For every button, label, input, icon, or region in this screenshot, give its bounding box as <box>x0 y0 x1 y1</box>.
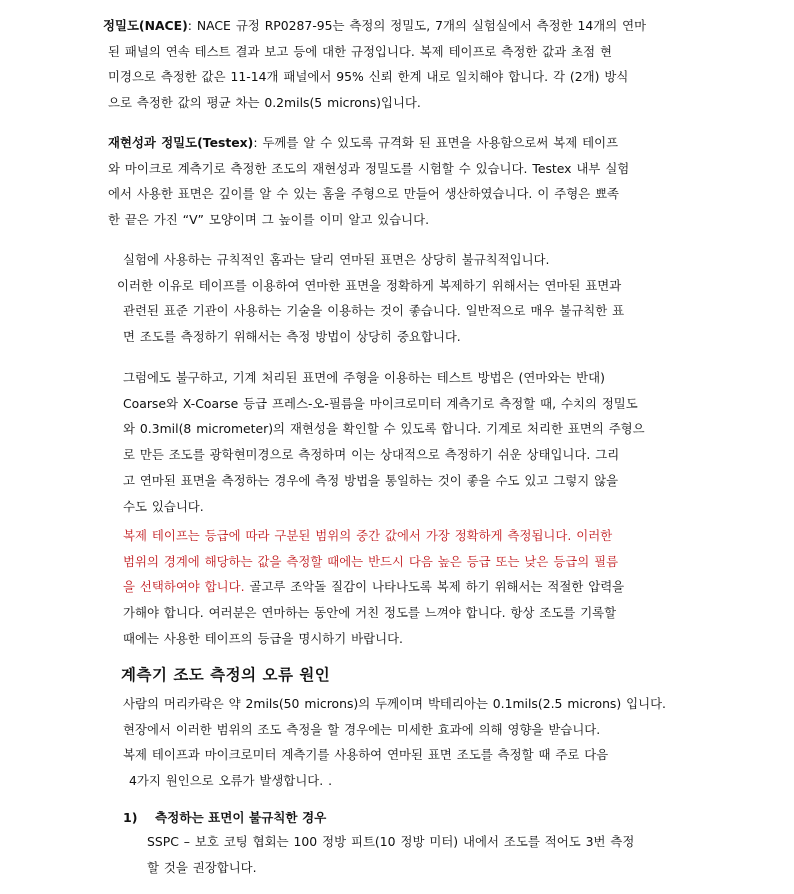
testex-line-2: 와 마이크로 계측기로 측정한 조도의 재현성과 정밀도를 시험할 수 있습니다. Testex 내부 실험 <box>108 160 630 176</box>
error-causes-paragraph <box>123 691 699 794</box>
replica-mixed-line <box>123 574 699 600</box>
item-1-title-text: 측정하는 표면이 불규칙한 경우 <box>155 810 327 825</box>
nace-line-4: 으로 측정한 값의 평균 차는 0.2mils(5 microns)입니다. <box>108 95 421 111</box>
replica-red-tail: 을 선택하여야 합니다. <box>123 579 245 595</box>
testex-paragraph <box>108 130 698 233</box>
nace-line-2: 된 패널의 연속 테스트 결과 보고 등에 대한 규정입니다. 복제 테이프로 측정한 값과 초점 현 <box>108 43 612 59</box>
error-line-1: 사람의 머리카락은 약 2mils(50 microns)의 두께이며 박테리아는 0.1mils(2.5 microns) 입니다. <box>123 696 667 711</box>
error-line-3: 복제 테이프과 마이크로미터 계측기를 사용하여 연마된 표면 조도를 측정할 때 주로 다음 <box>123 747 609 763</box>
replica-red-line-1: 복제 테이프는 등급에 따라 구분된 범위의 중간 값에서 가장 정확하게 측정됩니다. 이러한 <box>123 528 613 543</box>
item-1-line-2: 할 것을 권장합니다. <box>147 859 257 875</box>
testex-term: 재현성과 정밀도(Testex) <box>108 135 254 150</box>
testex-line-3: 에서 사용한 표면은 깊이를 알 수 있는 홈을 주형으로 만들어 생산하였습니다. 이 주형은 뾰족 <box>108 186 620 202</box>
machined-line-6: 수도 있습니다. <box>123 498 204 514</box>
section-heading: 계측기 조도 측정의 오류 원인 <box>121 666 331 684</box>
testex-line-1: 재현성과 정밀도(Testex): 두께를 알 수 있도록 규격화 된 표면을 사용함으로써 복제 테이프 <box>108 135 619 150</box>
replica-red-line-2: 범위의 경계에 해당하는 값을 측정할 때에는 반드시 다음 높은 등급 또는 낮은 등급의 필름 <box>123 553 619 569</box>
irregular-line-1: 실험에 사용하는 규칙적인 홈과는 달리 연마된 표면은 상당히 불규칙적입니다. <box>123 252 550 267</box>
machined-line-2: Coarse와 X-Coarse 등급 프레스-오-필름을 마이크로미터 계측기로 측정할 때, 수치의 정밀도 <box>123 395 638 411</box>
error-line-4: 4가지 원인으로 오류가 발생합니다. . <box>129 773 333 789</box>
item-1-title <box>123 807 326 829</box>
nace-paragraph <box>103 13 696 116</box>
replica-line-4: 가해야 합니다. 여러분은 연마하는 동안에 거친 정도를 느껴야 합니다. 항상 조도를 기록할 <box>123 605 617 621</box>
item-1-body <box>147 829 699 880</box>
irregular-line-4: 면 조도를 측정하기 위해서는 측정 방법이 상당히 중요합니다. <box>123 329 461 345</box>
testex-line-4: 한 끝은 가진 “V” 모양이며 그 높이를 이미 알고 있습니다. <box>108 212 430 228</box>
irregular-line-3: 관련된 표준 기관이 사용하는 기술을 이용하는 것이 좋습니다. 일반적으로 매우 불규칙한 표 <box>123 303 625 319</box>
error-line-2: 현장에서 이러한 범위의 조도 측정을 할 경우에는 미세한 효과에 의해 영향을 받습니다. <box>123 721 601 737</box>
nace-term: 정밀도(NACE) <box>103 18 188 33</box>
nace-line-1: 정밀도(NACE): NACE 규정 RP0287-95는 측정의 정밀도, 7개의 실험실에서 측정한 14개의 연마 <box>103 18 647 33</box>
replica-tape-paragraph <box>123 523 699 652</box>
replica-black-tail: 골고루 조악돌 질감이 나타나도록 복제 하기 위해서는 적절한 압력을 <box>244 579 625 595</box>
irregular-surface-paragraph <box>117 247 699 350</box>
item-1-line-1: SSPC – 보호 코팅 협회는 100 정방 피트(10 정방 미터) 내에서 조도를 적어도 3번 측정 <box>147 834 635 849</box>
nace-line-3: 미경으로 측정한 값은 11-14개 패널에서 95% 신뢰 한계 내로 일치해야 합니다. 각 (2개) 방식 <box>108 69 629 85</box>
machined-surface-paragraph <box>123 365 699 519</box>
machined-line-5: 고 연마된 표면을 측정하는 경우에 측정 방법을 통일하는 것이 좋을 수도 있고 그렇지 않을 <box>123 472 619 488</box>
irregular-line-2: 이러한 이유로 테이프를 이용하여 연마한 표면을 정확하게 복제하기 위해서는 연마된 표면과 <box>117 277 622 293</box>
replica-line-5: 때에는 사용한 테이프의 등급을 명시하기 바랍니다. <box>123 630 403 646</box>
item-1-number: 1) <box>123 810 138 825</box>
machined-line-3: 와 0.3mil(8 micrometer)의 재현성을 확인할 수 있도록 합니다. 기계로 처리한 표면의 주형으 <box>123 421 645 437</box>
machined-line-1: 그럼에도 불구하고, 기계 처리된 표면에 주형을 이용하는 테스트 방법은 (연마와는 반대) <box>123 370 605 385</box>
machined-line-4: 로 만든 조도를 광학현미경으로 측정하며 이는 상대적으로 측정하기 쉬운 상태입니다. 그리 <box>123 447 620 463</box>
